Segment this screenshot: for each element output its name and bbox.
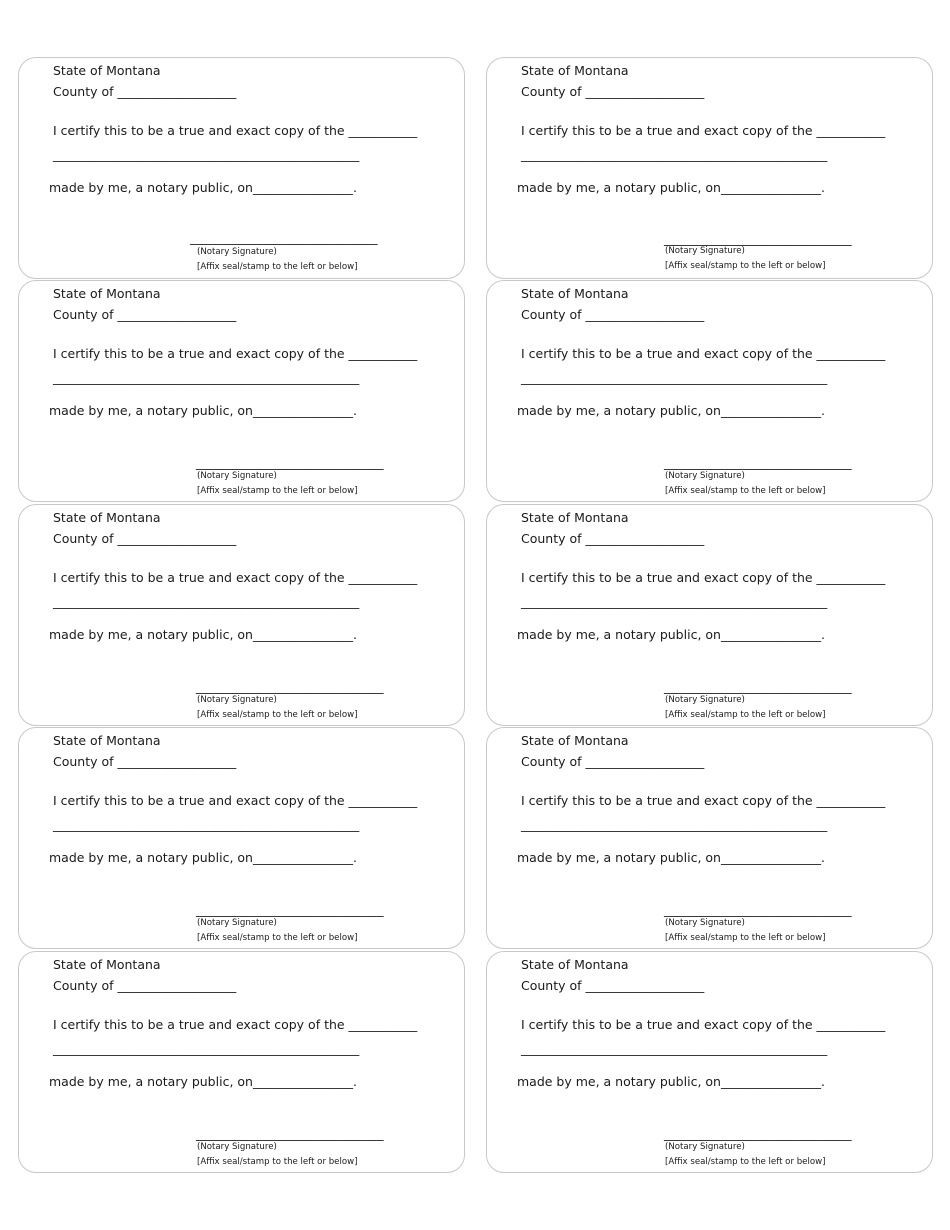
notary-certificate-card-3 <box>18 280 465 502</box>
certify-statement: I certify this to be a true and exact copy of the ___________ <box>53 1017 418 1032</box>
document-description-line: _________________________________________________ <box>521 370 828 385</box>
notarization-date-statement: made by me, a notary public, on________________. <box>49 180 357 195</box>
county-field: County of ___________________ <box>53 754 237 769</box>
state-label: State of Montana <box>521 286 629 301</box>
certify-statement: I certify this to be a true and exact copy of the ___________ <box>53 793 418 808</box>
county-field: County of ___________________ <box>53 307 237 322</box>
county-field: County of ___________________ <box>521 754 705 769</box>
notary-certificate-card-1 <box>18 57 465 279</box>
document-description-line: _________________________________________________ <box>521 1041 828 1056</box>
affix-seal-note: [Affix seal/stamp to the left or below] <box>665 261 826 271</box>
notary-certificate-card-6 <box>486 504 933 726</box>
affix-seal-note: [Affix seal/stamp to the left or below] <box>665 710 826 720</box>
certify-statement: I certify this to be a true and exact copy of the ___________ <box>521 123 886 138</box>
state-label: State of Montana <box>53 733 161 748</box>
affix-seal-note: [Affix seal/stamp to the left or below] <box>665 933 826 943</box>
notarization-date-statement: made by me, a notary public, on________________. <box>517 627 825 642</box>
affix-seal-note: [Affix seal/stamp to the left or below] <box>665 1157 826 1167</box>
notarization-date-statement: made by me, a notary public, on________________. <box>517 180 825 195</box>
state-label: State of Montana <box>53 286 161 301</box>
county-field: County of ___________________ <box>521 531 705 546</box>
notary-signature-caption: (Notary Signature) <box>197 471 277 481</box>
notary-signature-line: ______________________________ <box>664 902 852 917</box>
notary-signature-line: ______________________________ <box>664 231 852 246</box>
county-field: County of ___________________ <box>521 978 705 993</box>
notary-certificate-card-9 <box>18 951 465 1173</box>
state-label: State of Montana <box>53 510 161 525</box>
affix-seal-note: [Affix seal/stamp to the left or below] <box>197 710 358 720</box>
document-description-line: _________________________________________________ <box>53 594 360 609</box>
document-description-line: _________________________________________________ <box>521 594 828 609</box>
notarization-date-statement: made by me, a notary public, on________________. <box>49 627 357 642</box>
notary-signature-line: ______________________________ <box>196 1126 384 1141</box>
affix-seal-note: [Affix seal/stamp to the left or below] <box>197 262 358 272</box>
affix-seal-note: [Affix seal/stamp to the left or below] <box>197 486 358 496</box>
notarization-date-statement: made by me, a notary public, on________________. <box>517 850 825 865</box>
document-description-line: _________________________________________________ <box>53 1041 360 1056</box>
notarization-date-statement: made by me, a notary public, on________________. <box>49 850 357 865</box>
notary-signature-caption: (Notary Signature) <box>197 695 277 705</box>
notary-signature-caption: (Notary Signature) <box>197 918 277 928</box>
affix-seal-note: [Affix seal/stamp to the left or below] <box>197 1157 358 1167</box>
notary-certificate-card-8 <box>486 727 933 949</box>
state-label: State of Montana <box>521 63 629 78</box>
notary-signature-line: ______________________________ <box>190 230 378 245</box>
notary-signature-line: ______________________________ <box>664 455 852 470</box>
state-label: State of Montana <box>53 957 161 972</box>
state-label: State of Montana <box>53 63 161 78</box>
certify-statement: I certify this to be a true and exact copy of the ___________ <box>521 346 886 361</box>
certify-statement: I certify this to be a true and exact copy of the ___________ <box>521 1017 886 1032</box>
notary-signature-caption: (Notary Signature) <box>665 246 745 256</box>
notarization-date-statement: made by me, a notary public, on________________. <box>517 1074 825 1089</box>
certify-statement: I certify this to be a true and exact copy of the ___________ <box>521 570 886 585</box>
notary-certificate-card-10 <box>486 951 933 1173</box>
county-field: County of ___________________ <box>521 84 705 99</box>
notarization-date-statement: made by me, a notary public, on________________. <box>49 1074 357 1089</box>
certify-statement: I certify this to be a true and exact copy of the ___________ <box>53 570 418 585</box>
notary-signature-line: ______________________________ <box>196 679 384 694</box>
state-label: State of Montana <box>521 733 629 748</box>
county-field: County of ___________________ <box>53 531 237 546</box>
notary-signature-line: ______________________________ <box>196 902 384 917</box>
affix-seal-note: [Affix seal/stamp to the left or below] <box>665 486 826 496</box>
notarization-date-statement: made by me, a notary public, on________________. <box>49 403 357 418</box>
county-field: County of ___________________ <box>53 978 237 993</box>
certify-statement: I certify this to be a true and exact copy of the ___________ <box>53 123 418 138</box>
state-label: State of Montana <box>521 957 629 972</box>
document-description-line: _________________________________________________ <box>521 147 828 162</box>
notary-certificate-card-5 <box>18 504 465 726</box>
notary-certificate-card-4 <box>486 280 933 502</box>
affix-seal-note: [Affix seal/stamp to the left or below] <box>197 933 358 943</box>
notary-signature-caption: (Notary Signature) <box>665 695 745 705</box>
notary-signature-line: ______________________________ <box>664 679 852 694</box>
state-label: State of Montana <box>521 510 629 525</box>
document-description-line: _________________________________________________ <box>53 817 360 832</box>
county-field: County of ___________________ <box>53 84 237 99</box>
certify-statement: I certify this to be a true and exact copy of the ___________ <box>521 793 886 808</box>
notary-signature-caption: (Notary Signature) <box>665 471 745 481</box>
notary-signature-line: ______________________________ <box>196 455 384 470</box>
document-description-line: _________________________________________________ <box>521 817 828 832</box>
certify-statement: I certify this to be a true and exact copy of the ___________ <box>53 346 418 361</box>
notary-certificate-card-7 <box>18 727 465 949</box>
county-field: County of ___________________ <box>521 307 705 322</box>
document-description-line: _________________________________________________ <box>53 147 360 162</box>
document-description-line: _________________________________________________ <box>53 370 360 385</box>
notary-signature-caption: (Notary Signature) <box>197 1142 277 1152</box>
notary-signature-line: ______________________________ <box>664 1126 852 1141</box>
notary-signature-caption: (Notary Signature) <box>197 247 277 257</box>
notarization-date-statement: made by me, a notary public, on________________. <box>517 403 825 418</box>
notary-signature-caption: (Notary Signature) <box>665 918 745 928</box>
notary-certificate-card-2 <box>486 57 933 279</box>
notary-signature-caption: (Notary Signature) <box>665 1142 745 1152</box>
